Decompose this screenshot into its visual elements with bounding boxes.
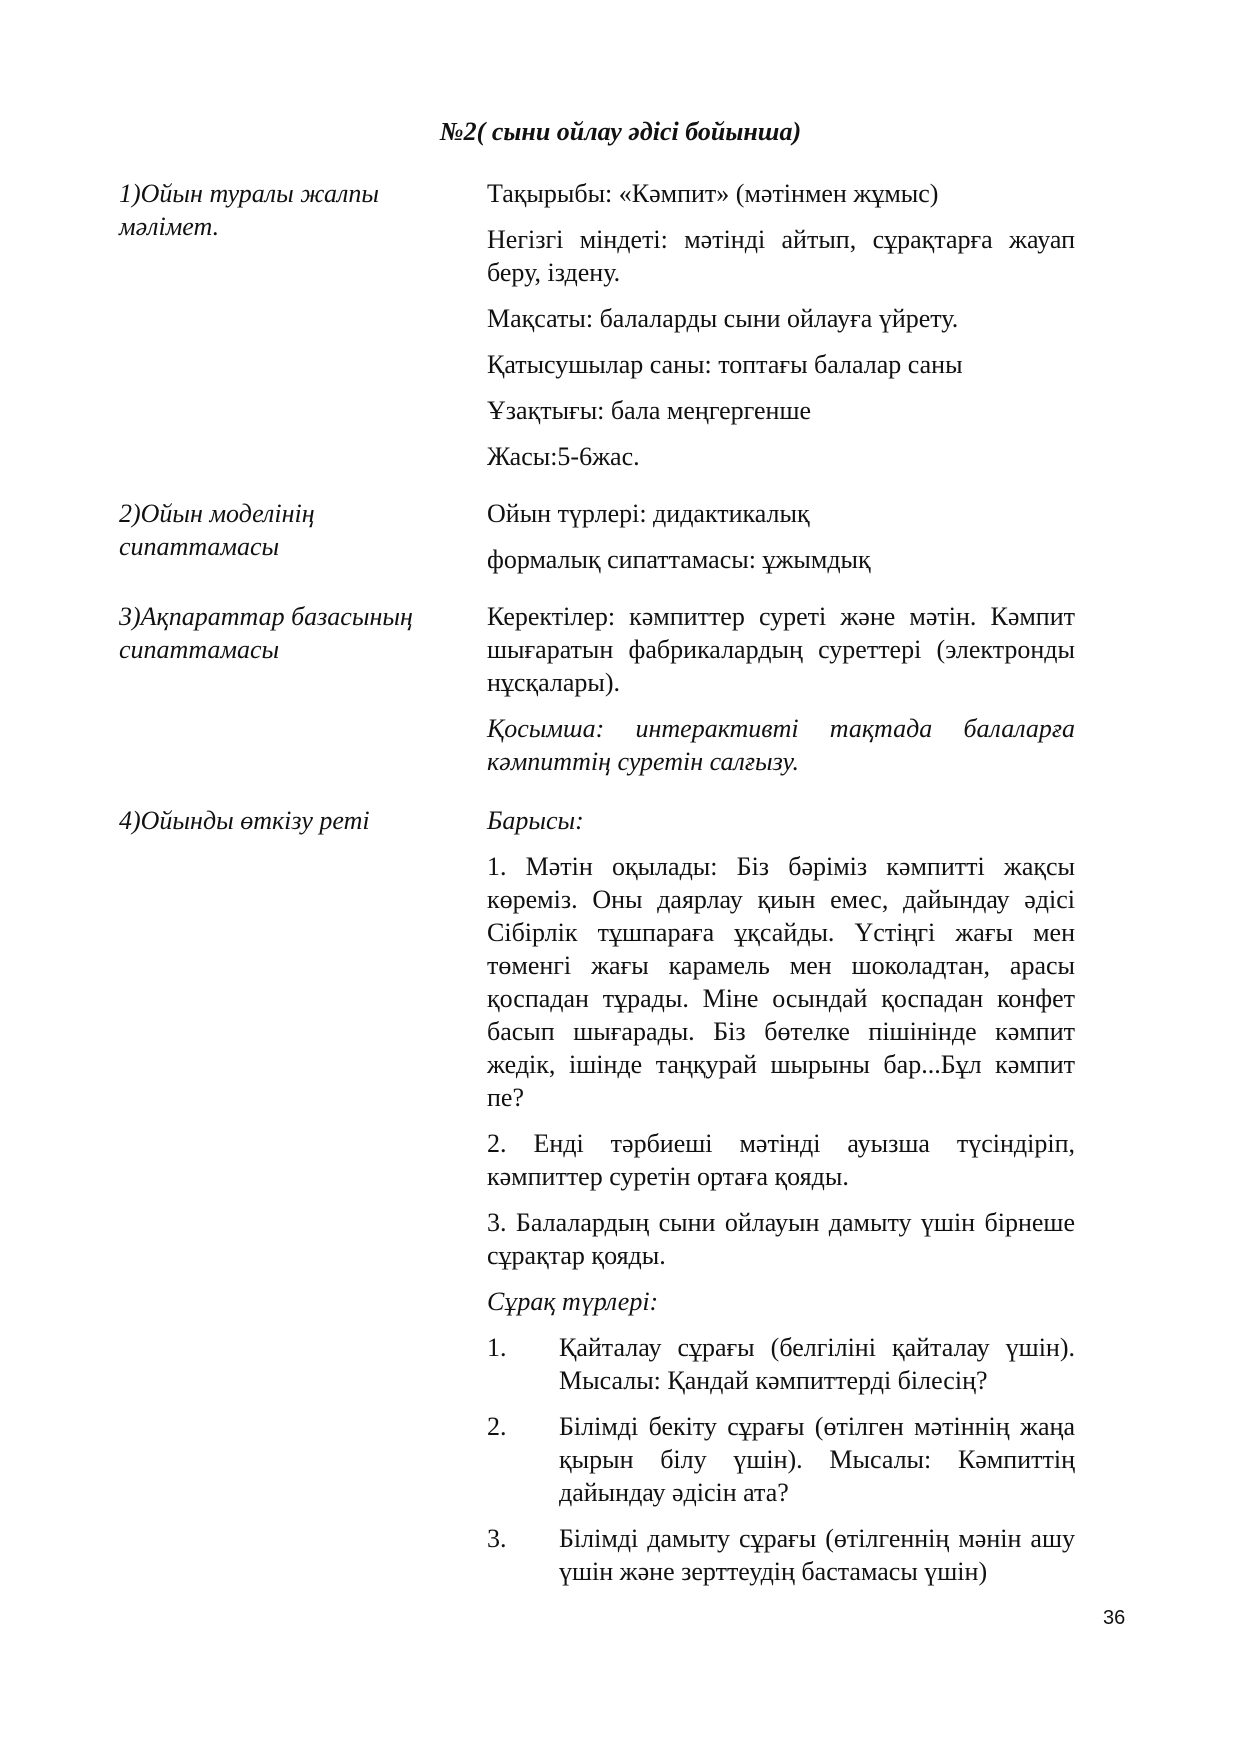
addition-paragraph: Қосымша: интерактивті тақтада балаларға кәмпиттің суретін салғызу. [487,714,1075,776]
question-text: Қайталау сұрағы (белгіліні қайталау үшін). Мысалы: Қандай кәмпиттерді білесің? [559,1333,1075,1395]
question-number: 3. [487,1524,507,1553]
section-3-label: 3)Ақпараттар базасының сипаттамасы [119,602,413,664]
step-2-paragraph: 2. Енді тәрбиеші мәтінді ауызша түсіндіріп, кәмпиттер суретін ортаға қояды. [487,1129,1075,1191]
section-1-content [487,177,1075,473]
question-types-heading: Сұрақ түрлері: [487,1287,659,1316]
goal-line: Мақсаты: балаларды сыни ойлауға үйрету. [487,304,959,333]
materials-paragraph: Керектілер: кәмпиттер суреті және мәтін. Кәмпит шығаратын фабрикалардың суреттері (электронды нұсқалары). [487,602,1075,697]
page-number: 36 [1103,1607,1126,1629]
question-number: 2. [487,1412,507,1441]
duration-line: Ұзақтығы: бала меңгергенше [487,396,812,425]
question-item [487,1522,1075,1588]
section-1-label: 1)Ойын туралы жалпы мәлімет. [119,179,379,241]
section-2-label: 2)Ойын моделінің сипаттамасы [119,499,315,561]
participants-line: Қатысушылар саны: топтағы балалар саны [487,350,963,379]
section-4-content [487,804,1075,1588]
topic-line: Тақырыбы: «Кәмпит» (мәтінмен жұмыс) [487,179,939,208]
question-text: Білімді дамыту сұрағы (өтілгеннің мәнін ашу үшін және зерттеудің бастамасы үшін) [559,1524,1075,1586]
step-1-paragraph: 1. Мәтін оқылады: Біз бәріміз кәмпитті жақсы көреміз. Оны даярлау қиын емес, дайындау әдісі Сібірлік тұшпараға ұқсайды. Үстіңгі жағы мен төменгі жағы карамель мен шоколадтан, арасы қоспадан тұрады. Міне осындай қоспадан конфет басып шығарады. Біз бөтелке пішінінде кәмпит жедік, ішінде таңқурай шырыны бар...Бұл кәмпит пе? [487,852,1075,1112]
age-line: Жасы:5-6жас. [487,442,640,471]
question-item [487,1331,1075,1397]
section-4-label: 4)Ойынды өткізу реті [119,806,370,835]
question-text: Білімді бекіту сұрағы (өтілген мәтіннің жаңа қырын білу үшін). Мысалы: Кәмпиттің дайындау әдісін ата? [559,1412,1075,1507]
formal-description-line: формалық сипаттамасы: ұжымдық [487,545,871,574]
section-3-content [487,600,1075,778]
progress-heading: Барысы: [487,806,584,835]
game-types-line: Ойын түрлері: дидактикалық [487,499,810,528]
section-2-content [487,497,1075,576]
document-title: №2( сыни ойлау әдісі бойынша) [439,117,802,146]
question-item [487,1410,1075,1509]
question-number: 1. [487,1333,507,1362]
step-3-paragraph: 3. Балалардың сыни ойлауын дамыту үшін бірнеше сұрақтар қояды. [487,1208,1075,1270]
main-task-line: Негізгі міндеті: мәтінді айтып, сұрақтарға жауап беру, іздену. [487,225,1075,287]
